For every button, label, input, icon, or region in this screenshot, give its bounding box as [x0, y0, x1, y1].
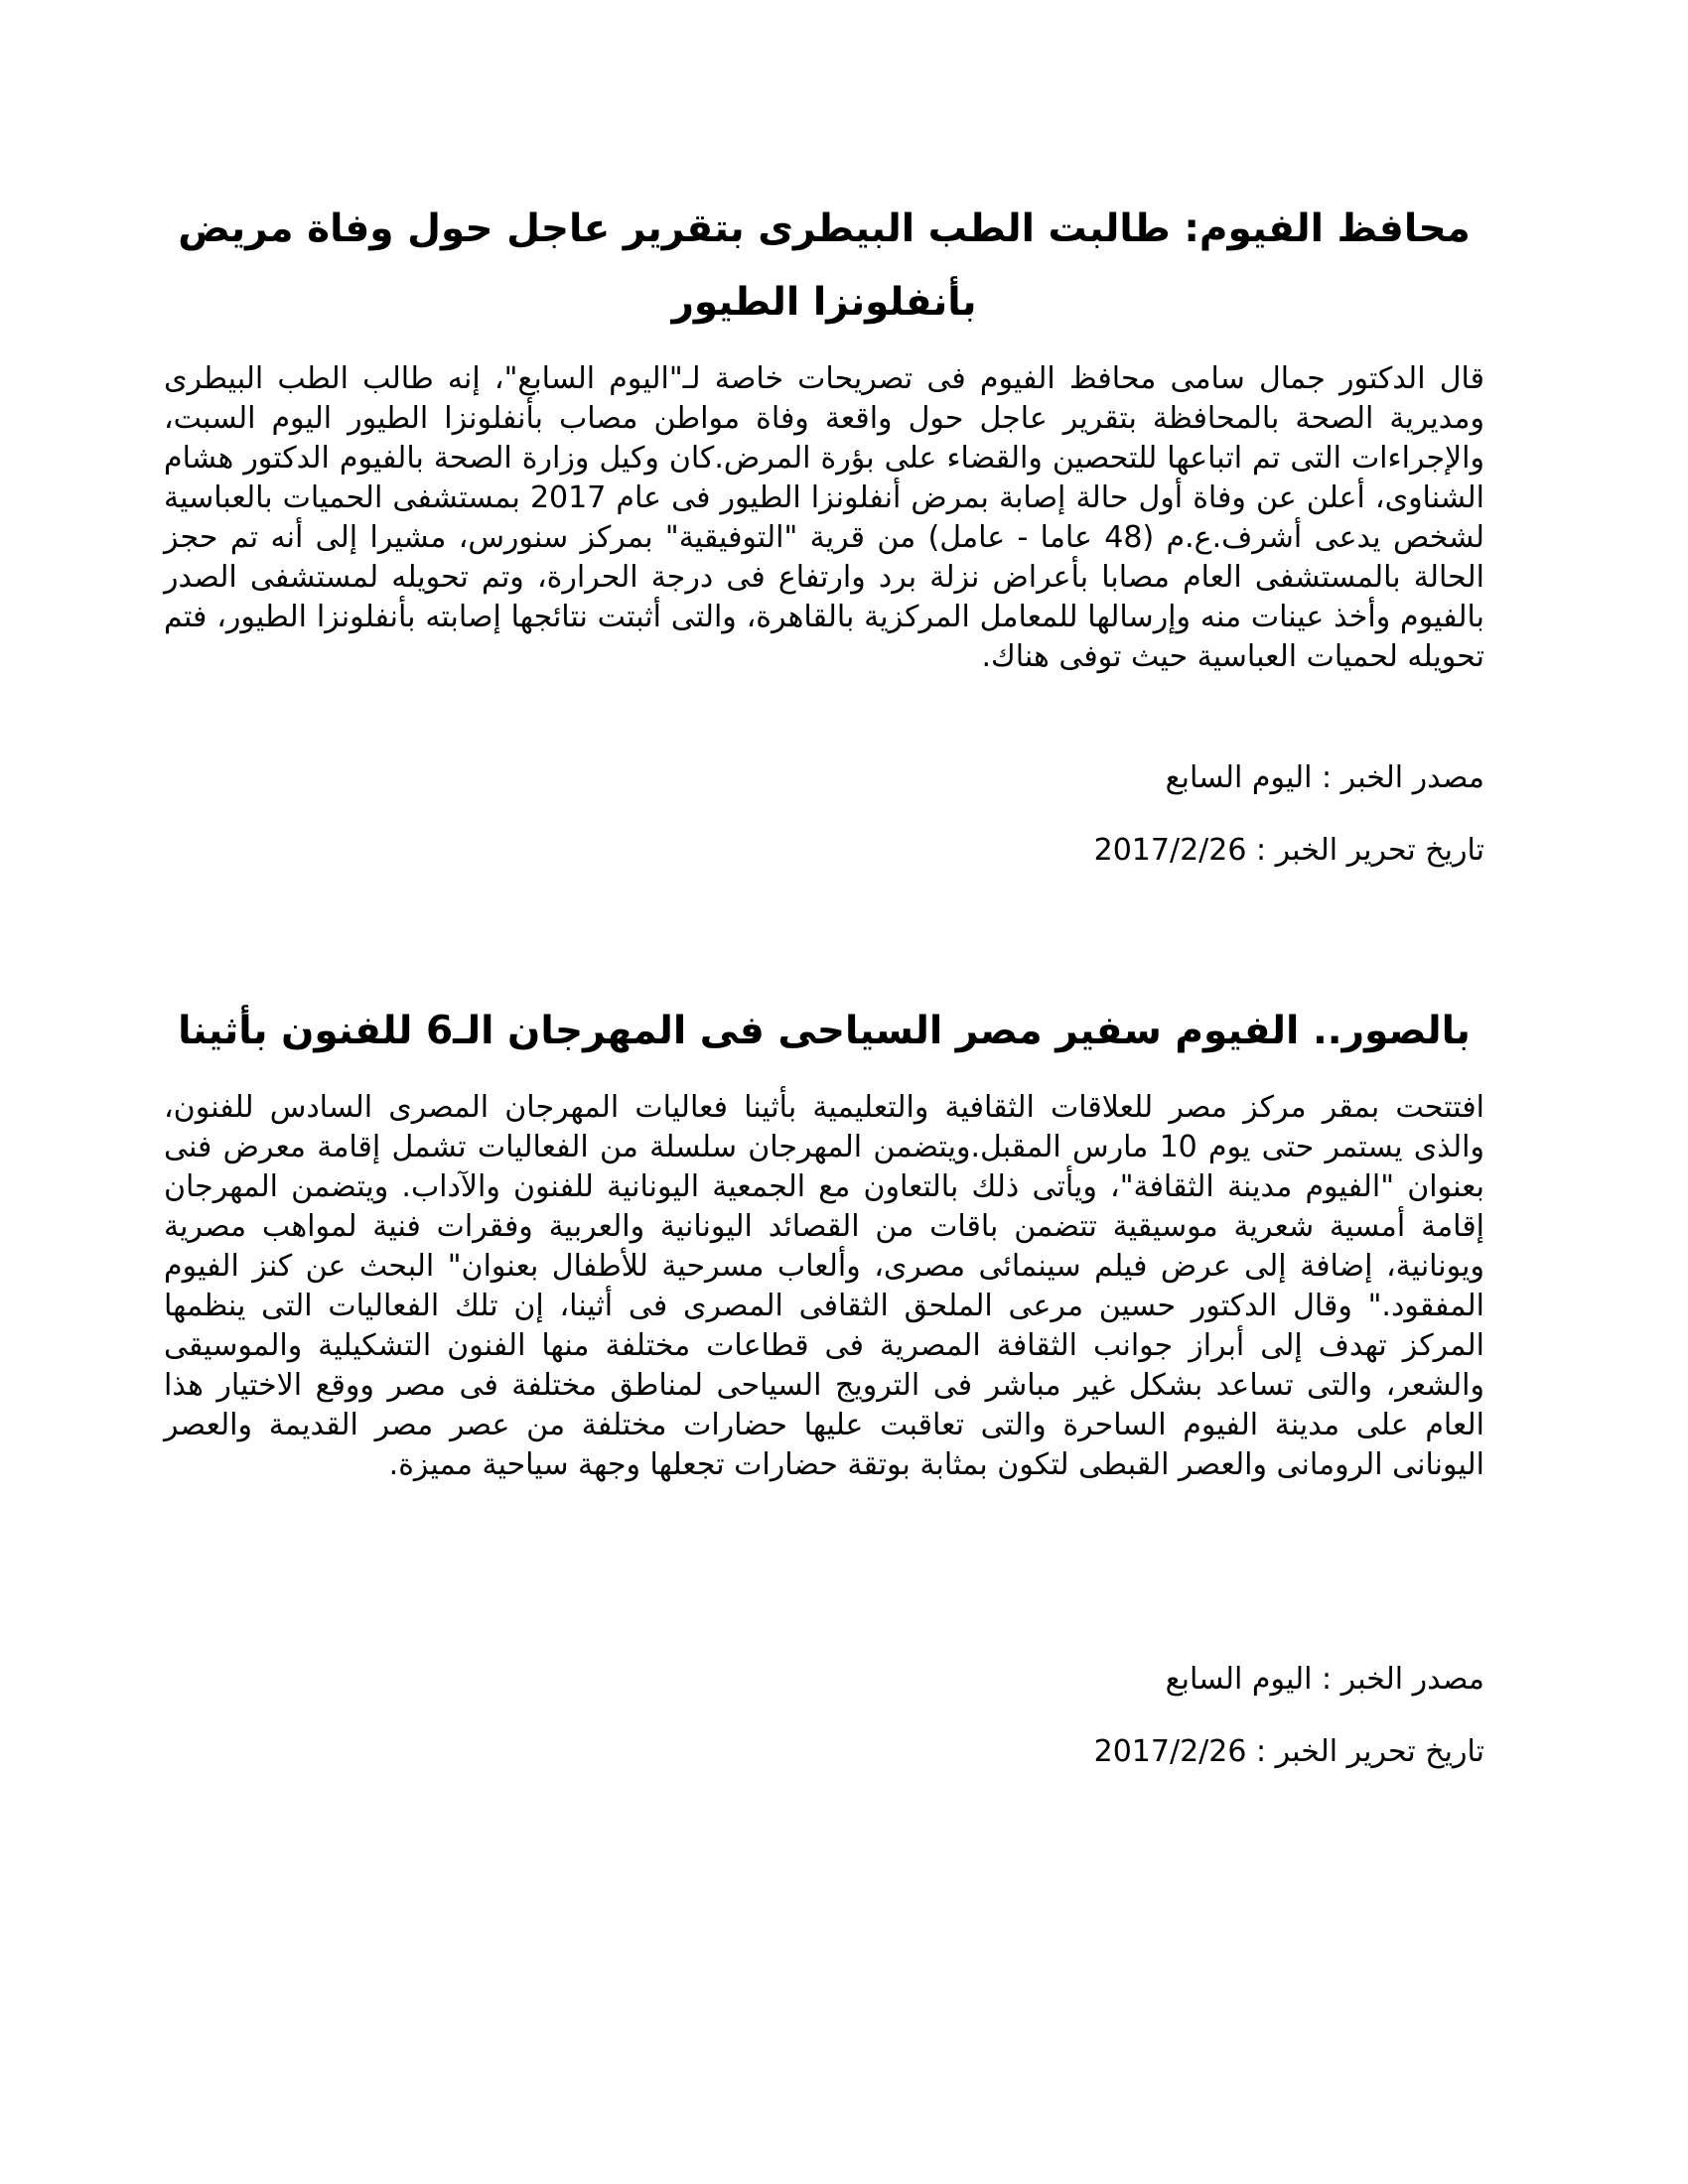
article-1 — [164, 193, 1484, 340]
article-2-source: مصدر الخبر : اليوم السابع — [1165, 1662, 1484, 1697]
article-2-source-block — [164, 1660, 1484, 1700]
article-2-body: افتتحت بمقر مركز مصر للعلاقات الثقافية والتعليمية بأثينا فعاليات المهرجان المصرى السادس للفنون، والذى يستمر حتى يوم 10 مارس المقبل.ويتضمن المهرجان سلسلة من الفعاليات تشمل إقامة معرض فنى بعنوان "الفيوم مدينة الثقافة"، ويأتى ذلك بالتعاون مع الجمعية اليونانية للفنون والآداب. ويتضمن المهرجان إقامة أمسية شعرية موسيقية تتضمن باقات من القصائد اليونانية والعربية وفقرات فنية لمواهب مصرية ويونانية، إضافة إلى عرض فيلم سينمائى مصرى، وألعاب مسرحية للأطفال بعنوان" البحث عن كنز الفيوم المفقود." وقال الدكتور حسين مرعى الملحق الثقافى المصرى فى أثينا، إن تلك الفعاليات التى ينظمها المركز تهدف إلى أبراز جوانب الثقافة المصرية فى قطاعات مختلفة منها الفنون التشكيلية والموسيقى والشعر، والتى تساعد بشكل غير مباشر فى الترويج السياحى لمناطق مختلفة فى مصر ووقع الاختيار هذا العام على مدينة الفيوم الساحرة والتى تعاقبت عليها حضارات مختلفة من عصر مصر القديمة والعصر اليونانى الرومانى والعصر القبطى لتكون بمثابة بوتقة حضارات تجعلها وجهة سياحية مميزة. — [164, 1090, 1484, 1482]
article-1-date-block — [164, 831, 1484, 871]
article-1-source-block — [164, 758, 1484, 798]
article-1-body-block — [164, 359, 1484, 677]
article-1-source: مصدر الخبر : اليوم السابع — [1165, 760, 1484, 795]
article-1-body: قال الدكتور جمال سامى محافظ الفيوم فى تصريحات خاصة لـ"اليوم السابع"، إنه طالب الطب البيطرى ومديرية الصحة بالمحافظة بتقرير عاجل حول واقعة وفاة مواطن مصاب بأنفلونزا الطيور اليوم السبت، والإجراءات التى تم اتباعها للتحصين والقضاء على بؤرة المرض.كان وكيل وزارة الصحة بالفيوم الدكتور هشام الشناوى، أعلن عن وفاة أول حالة إصابة بمرض أنفلونزا الطيور فى عام 2017 بمستشفى الحميات بالعباسية لشخص يدعى أشرف.ع.م (48 عاما - عامل) من قرية "التوفيقية" بمركز سنورس، مشيرا إلى أنه تم حجز الحالة بالمستشفى العام مصابا بأعراض نزلة برد وارتفاع فى درجة الحرارة، وتم تحويله لمستشفى الصدر بالفيوم وأخذ عينات منه وإرسالها للمعامل المركزية بالقاهرة، والتى أثبتت نتائجها إصابته بأنفلونزا الطيور، فتم تحويله لحميات العباسية حيث توفى هناك. — [164, 361, 1484, 674]
article-2-body-block — [164, 1088, 1484, 1485]
article-2-date-block — [164, 1732, 1484, 1772]
article-2-title: بالصور.. الفيوم سفير مصر السياحى فى المهرجان الـ6 للفنون بأثينا — [178, 1009, 1471, 1053]
article-2-date: تاريخ تحرير الخبر : 2017/2/26 — [1093, 1734, 1484, 1769]
article-1-title: محافظ الفيوم: طالبت الطب البيطرى بتقرير عاجل حول وفاة مريض بأنفلونزا الطيور — [178, 206, 1471, 325]
article-2 — [164, 995, 1484, 1068]
article-1-date: تاريخ تحرير الخبر : 2017/2/26 — [1093, 833, 1484, 868]
